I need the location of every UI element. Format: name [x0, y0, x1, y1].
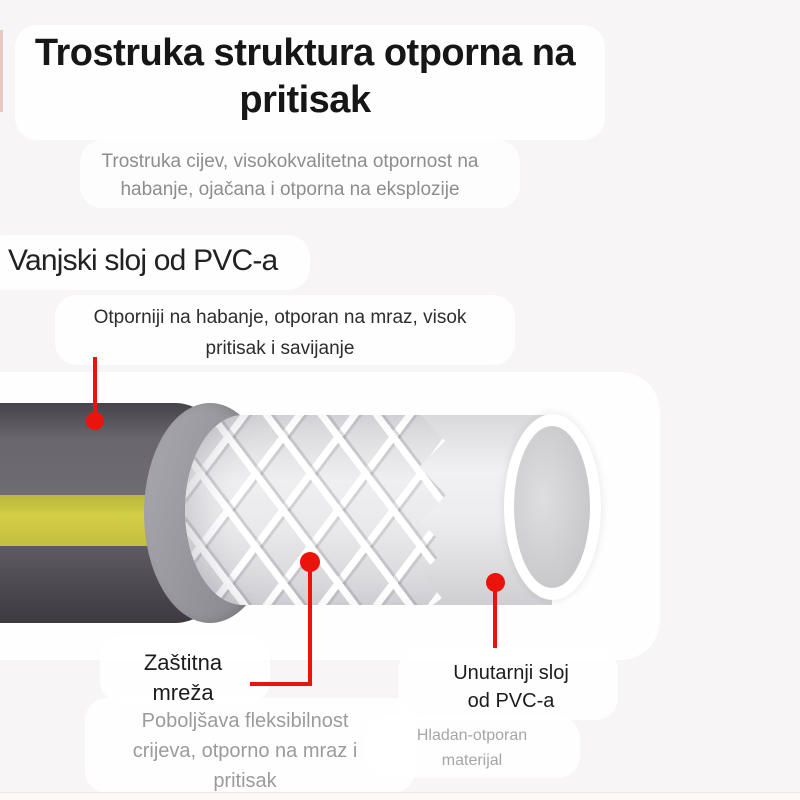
callout-line-outer-layer — [93, 357, 97, 415]
hose-opening-bore — [514, 426, 590, 588]
callout-line-mesh-vertical — [308, 568, 312, 686]
mesh-layer-note — [95, 706, 395, 796]
inner-layer-label-line: od PVC-a — [467, 690, 555, 712]
page-subtitle-line: Trostruka cijev, visokokvalitetna otpornost na — [101, 151, 479, 172]
outer-layer-note-line: Otporniji na habanje, otporan na mraz, visok — [93, 307, 467, 328]
section-heading-outer-layer: Vanjski sloj od PVC-a — [8, 244, 278, 277]
mesh-layer-note-line: pritisak — [213, 770, 277, 792]
page-title — [5, 30, 605, 124]
mesh-layer-label — [83, 648, 283, 708]
inner-layer-label — [411, 659, 611, 715]
callout-dot-outer-layer — [86, 412, 104, 430]
page-subtitle-line: habanje, ojačana i otporna na eksplozije — [120, 179, 460, 200]
inner-layer-note-line: materijal — [441, 752, 503, 769]
left-edge-artifact — [0, 30, 3, 112]
inner-layer-note — [372, 723, 572, 773]
mesh-layer-label-line: Zaštitna — [143, 650, 223, 675]
mesh-layer-label-line: mreža — [152, 680, 214, 705]
bottom-divider — [0, 792, 800, 800]
page-title-line: Trostruka struktura otporna na — [34, 32, 576, 74]
outer-layer-note — [30, 302, 530, 364]
inner-layer-label-line: Unutarnji sloj — [453, 662, 569, 684]
hose-mesh-texture — [185, 415, 455, 605]
callout-line-inner-layer — [493, 588, 497, 648]
page-subtitle — [40, 148, 540, 204]
mesh-layer-note-line: crijeva, otporno na mraz i — [132, 740, 358, 762]
mesh-layer-note-line: Poboljšava fleksibilnost — [141, 710, 349, 732]
inner-layer-note-line: Hladan-otporan — [416, 727, 528, 744]
page-title-line: pritisak — [239, 79, 371, 121]
outer-layer-note-line: pritisak i savijanje — [205, 338, 355, 359]
